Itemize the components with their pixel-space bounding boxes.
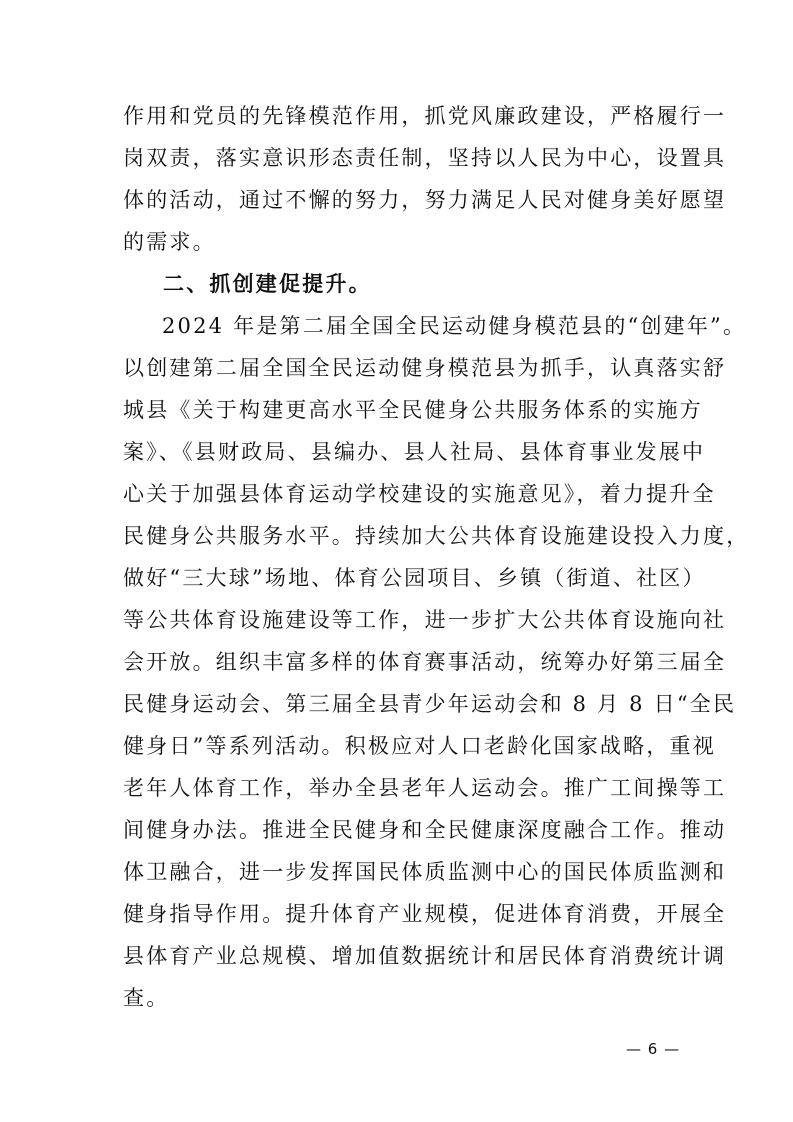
section-heading: 二、抓创建促提升。: [163, 272, 372, 296]
body-text-line: 做好“三大球”场地、体育公园项目、乡镇（街道、社区）: [123, 566, 706, 590]
body-text-line: 岗双责，落实意识形态责任制，坚持以人民为中心，设置具: [123, 146, 727, 170]
body-text-line: 查。: [123, 986, 170, 1010]
body-text-line: 民健身运动会、第三届全县青少年运动会和 8 月 8 日“全民: [123, 692, 737, 716]
body-text-line: 以创建第二届全国全民运动健身模范县为抓手，认真落实舒: [123, 356, 727, 380]
body-text-line: 心关于加强县体育运动学校建设的实施意见》，着力提升全: [123, 482, 716, 506]
body-text-line: 健身日”等系列活动。积极应对人口老龄化国家战略，重视: [123, 734, 716, 758]
paragraph-first-line: 2024 年是第二届全国全民运动健身模范县的“创建年”。: [162, 314, 747, 338]
body-text-line: 间健身办法。推进全民健身和全民健康深度融合工作。推动: [123, 818, 727, 842]
body-text-line: 健身指导作用。提升体育产业规模，促进体育消费，开展全: [123, 902, 727, 926]
body-text-line: 县体育产业总规模、增加值数据统计和居民体育消费统计调: [123, 944, 727, 968]
body-text-line: 体卫融合，进一步发挥国民体质监测中心的国民体质监测和: [123, 860, 727, 884]
body-text-line: 体的活动，通过不懈的努力，努力满足人民对健身美好愿望: [123, 188, 727, 212]
body-text-line: 的需求。: [123, 230, 216, 254]
body-text-line: 案》、《县财政局、县编办、县人社局、县体育事业发展中: [123, 440, 706, 464]
body-text-line: 等公共体育设施建设等工作，进一步扩大公共体育设施向社: [123, 608, 727, 632]
body-text-line: 作用和党员的先锋模范作用，抓党风廉政建设，严格履行一: [123, 104, 727, 128]
page-number: — 6 —: [626, 1040, 681, 1058]
body-text-line: 老年人体育工作，举办全县老年人运动会。推广工间操等工: [123, 776, 727, 800]
body-text-line: 城县《关于构建更高水平全民健身公共服务体系的实施方: [123, 398, 703, 422]
body-text-line: 民健身公共服务水平。持续加大公共体育设施建设投入力度，: [123, 524, 750, 548]
body-text-line: 会开放。组织丰富多样的体育赛事活动，统筹办好第三届全: [123, 650, 727, 674]
